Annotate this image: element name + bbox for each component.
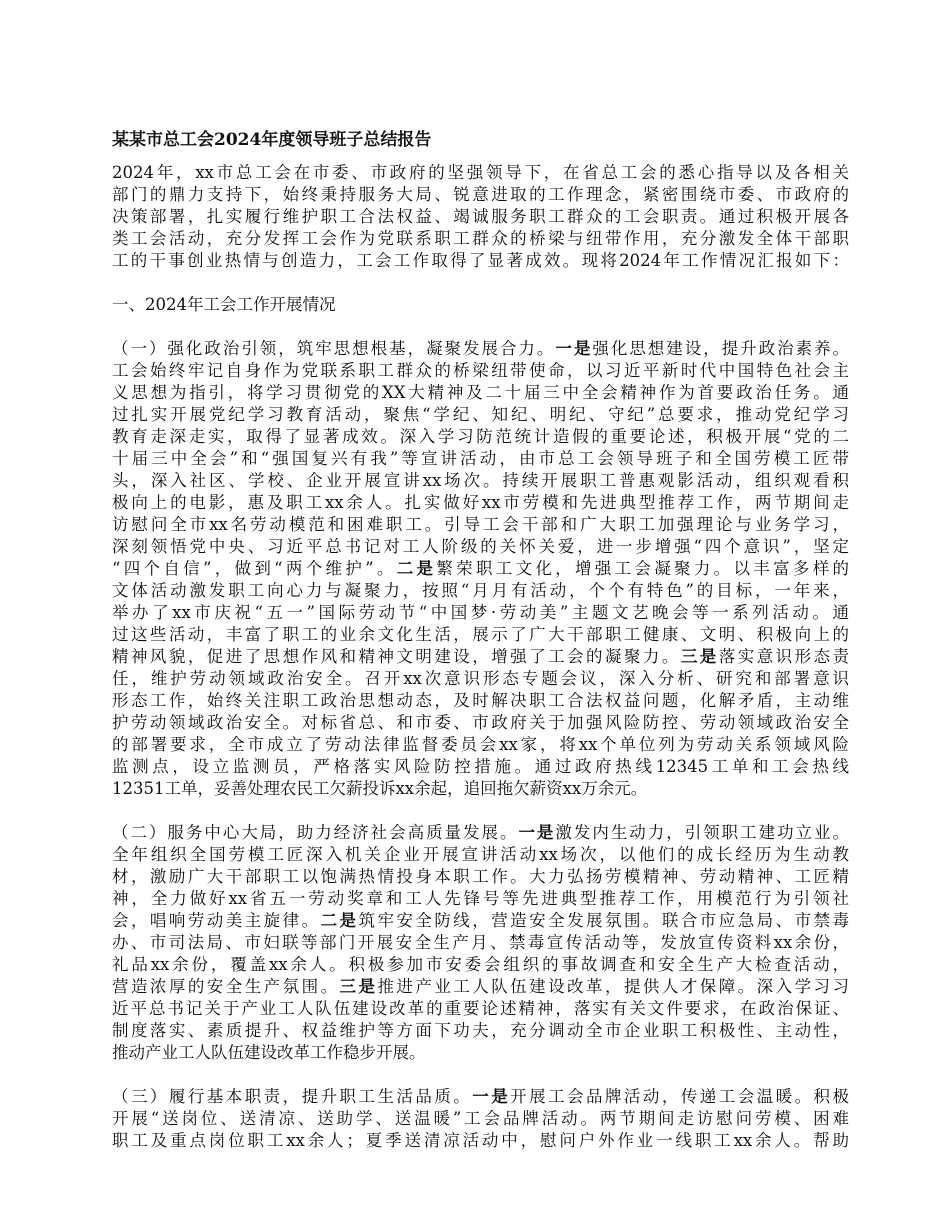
text-segment: 材，激励广大干部职工以饱满热情投身本职工作。大力弘扬劳模精神、劳动精神、工匠精 xyxy=(112,867,849,886)
text-segment: 开展工会品牌活动，传递工会温暖。积极 xyxy=(510,1087,850,1106)
text-line xyxy=(112,250,849,272)
intro-paragraph xyxy=(112,162,849,272)
text-segment: 十届三中全会”和“强国复兴有我”等宣讲活动，由市总工会领导班子和全国劳模工匠带 xyxy=(112,449,849,468)
text-segment: 过这些活动，丰富了职工的业余文化生活，展示了广大干部职工健康、文明、积极向上的 xyxy=(112,625,849,644)
bold-lead-phrase: 一是 xyxy=(518,823,556,842)
text-segment: 护劳动领域政治安全。对标省总、和市委、市政府关于加强风险防控、劳动领域政治安全 xyxy=(112,713,849,732)
text-line xyxy=(112,448,849,470)
text-segment: 过扎实开展党纪学习教育活动，聚焦“学纪、知纪、明纪、守纪”总要求，推动党纪学习 xyxy=(112,405,849,424)
text-segment: 会，唱响劳动美主旋律。 xyxy=(112,911,321,930)
text-segment: 文体活动激发职工向心力与凝聚力，按照“月月有活动，个个有特色”的目标，一年来， xyxy=(112,581,849,600)
text-segment: 极向上的电影，惠及职工xx余人。扎实做好xx市劳模和先进典型推荐工作，两节期间走 xyxy=(112,493,849,512)
text-line xyxy=(112,690,849,712)
text-segment: 营造浓厚的安全生产氛围。 xyxy=(112,977,340,996)
text-segment: 工的干事创业热情与创造力，工会工作取得了显著成效。现将2024年工作情况汇报如下： xyxy=(112,251,849,270)
text-segment: 类工会活动，充分发挥工会作为党联系职工群众的桥梁与纽带作用，充分激发全体干部职 xyxy=(112,229,849,248)
text-line xyxy=(112,382,849,404)
text-line xyxy=(112,294,849,316)
text-line xyxy=(112,1130,849,1152)
text-line xyxy=(112,338,849,360)
text-segment: 任，维护劳动领域政治安全。召开xx次意识形态专题会议，深入分析、研究和部署意识 xyxy=(112,669,849,688)
text-line xyxy=(112,844,849,866)
text-line xyxy=(112,822,849,844)
text-line xyxy=(112,536,849,558)
text-segment: 办、市司法局、市妇联等部门开展安全生产月、禁毒宣传活动等，发放宣传资料xx余份， xyxy=(112,933,849,952)
text-segment: （二）服务中心大局，助力经济社会高质量发展。 xyxy=(112,823,519,842)
text-line xyxy=(112,360,849,382)
text-segment: 精神风貌，促进了思想作风和精神文明建设，增强了工会的凝聚力。 xyxy=(112,647,681,666)
bold-lead-phrase: 一是 xyxy=(472,1087,511,1106)
text-line xyxy=(112,954,849,976)
text-segment: “四个自信”，做到“两个维护”。 xyxy=(112,559,397,578)
text-segment: 推动产业工人队伍建设改革工作稳步开展。 xyxy=(112,1043,426,1062)
bold-lead-phrase: 三是 xyxy=(339,977,378,996)
text-segment: 部门的鼎力支持下，始终秉持服务大局、锐意进取的工作理念，紧密围绕市委、市政府的 xyxy=(112,185,849,204)
text-segment: 决策部署，扎实履行维护职工合法权益、竭诚服务职工群众的工会职责。通过积极开展各 xyxy=(112,207,849,226)
document-page xyxy=(112,129,849,1152)
text-line xyxy=(112,184,849,206)
text-line xyxy=(112,1020,849,1042)
text-segment: 义思想为指引，将学习贯彻党的XX大精神及二十届三中全会精神作为首要政治任务。通 xyxy=(112,383,849,402)
text-segment: 2024年，xx市总工会在市委、市政府的坚强领导下，在省总工会的悉心指导以及各相关 xyxy=(112,163,849,182)
text-line xyxy=(112,206,849,228)
text-line xyxy=(112,778,849,800)
text-segment: 一、2024年工会工作开展情况 xyxy=(112,295,336,314)
text-line xyxy=(112,624,849,646)
text-line xyxy=(112,558,849,580)
text-line xyxy=(112,712,849,734)
section-heading xyxy=(112,294,849,316)
text-segment: （三）履行基本职责，提升职工生活品质。 xyxy=(112,1087,473,1106)
paragraph-section-1 xyxy=(112,338,849,800)
text-segment: 推进产业工人队伍建设改革，提供人才保障。深入学习习 xyxy=(377,977,850,996)
text-line xyxy=(112,470,849,492)
text-line xyxy=(112,910,849,932)
text-segment: 教育走深走实，取得了显著成效。深入学习防范统计造假的重要论述，积极开展“党的二 xyxy=(112,427,849,446)
text-segment: 神，全力做好xx省五一劳动奖章和工人先锋号等先进典型推荐工作，用模范行为引领社 xyxy=(112,889,849,908)
text-segment: 制度落实、素质提升、权益维护等方面下功夫，充分调动全市企业职工积极性、主动性， xyxy=(112,1021,849,1040)
text-line xyxy=(112,646,849,668)
text-line xyxy=(112,162,849,184)
text-line xyxy=(112,756,849,778)
text-line xyxy=(112,734,849,756)
text-segment: 近平总书记关于产业工人队伍建设改革的重要论述精神，落实有关文件要求，在政治保证、 xyxy=(112,999,849,1018)
text-segment: （一）强化政治引领，筑牢思想根基，凝聚发展合力。 xyxy=(112,339,556,358)
text-segment: 落实意识形态责 xyxy=(718,647,850,666)
bold-lead-phrase: 一是 xyxy=(555,339,593,358)
text-line xyxy=(112,976,849,998)
text-segment: 职工及重点岗位职工xx余人；夏季送清凉活动中，慰问户外作业一线职工xx余人。帮助 xyxy=(112,1131,849,1150)
text-segment: 的部署要求，全市成立了劳动法律监督委员会xx家，将xx个单位列为劳动关系领域风险 xyxy=(112,735,849,754)
bold-lead-phrase: 二是 xyxy=(320,911,359,930)
text-segment: 筑牢安全防线，营造安全发展氛围。联合市应急局、市禁毒 xyxy=(358,911,850,930)
text-segment: 激发内生动力，引领职工建功立业。 xyxy=(555,823,850,842)
text-segment: 礼品xx余份，覆盖xx余人。积极参加市安委会组织的事故调查和安全生产大检查活动， xyxy=(112,955,849,974)
text-line xyxy=(112,668,849,690)
text-line xyxy=(112,1108,849,1130)
text-segment: 繁荣职工文化，增强工会凝聚力。以丰富多样的 xyxy=(436,559,850,578)
document-title: 某某市总工会2024年度领导班子总结报告 xyxy=(112,130,432,150)
text-segment: 形态工作，始终关注职工政治思想动态，及时解决职工合法权益问题，化解矛盾，主动维 xyxy=(112,691,849,710)
text-segment: 深刻领悟党中央、习近平总书记对工人阶级的关怀关爱，进一步增强“四个意识”，坚定 xyxy=(112,537,849,556)
text-line xyxy=(112,426,849,448)
text-line xyxy=(112,492,849,514)
text-line xyxy=(112,580,849,602)
text-segment: 12351工单，妥善处理农民工欠薪投诉xx余起，追回拖欠薪资xx万余元。 xyxy=(112,779,648,798)
text-line xyxy=(112,932,849,954)
text-line xyxy=(112,998,849,1020)
text-segment: 举办了xx市庆祝“五一”国际劳动节“中国梦·劳动美”主题文艺晚会等一系列活动。通 xyxy=(112,603,849,622)
text-segment: 强化思想建设，提升政治素养。 xyxy=(592,339,850,358)
text-line xyxy=(112,1042,849,1064)
text-segment: 工会始终牢记自身作为党联系职工群众的桥梁纽带使命，以习近平新时代中国特色社会主 xyxy=(112,361,849,380)
text-line xyxy=(112,602,849,624)
text-line xyxy=(112,1086,849,1108)
bold-lead-phrase: 二是 xyxy=(396,559,437,578)
paragraph-section-3 xyxy=(112,1086,849,1152)
text-segment: 头，深入社区、学校、企业开展宣讲xx场次。持续开展职工普惠观影活动，组织观看积 xyxy=(112,471,849,490)
text-line xyxy=(112,404,849,426)
text-line xyxy=(112,228,849,250)
text-segment: 全年组织全国劳模工匠深入机关企业开展宣讲活动xx场次，以他们的成长经历为生动教 xyxy=(112,845,849,864)
bold-lead-phrase: 三是 xyxy=(680,647,719,666)
text-line xyxy=(112,888,849,910)
text-line xyxy=(112,866,849,888)
text-segment: 访慰问全市xx名劳动模范和困难职工。引导工会干部和广大职工加强理论与业务学习， xyxy=(112,515,849,534)
text-segment: 开展“送岗位、送清凉、送助学、送温暖”工会品牌活动。两节期间走访慰问劳模、困难 xyxy=(112,1109,849,1128)
paragraph-section-2 xyxy=(112,822,849,1064)
text-segment: 监测点，设立监测员，严格落实风险防控措施。通过政府热线12345工单和工会热线 xyxy=(112,757,849,776)
text-line xyxy=(112,514,849,536)
